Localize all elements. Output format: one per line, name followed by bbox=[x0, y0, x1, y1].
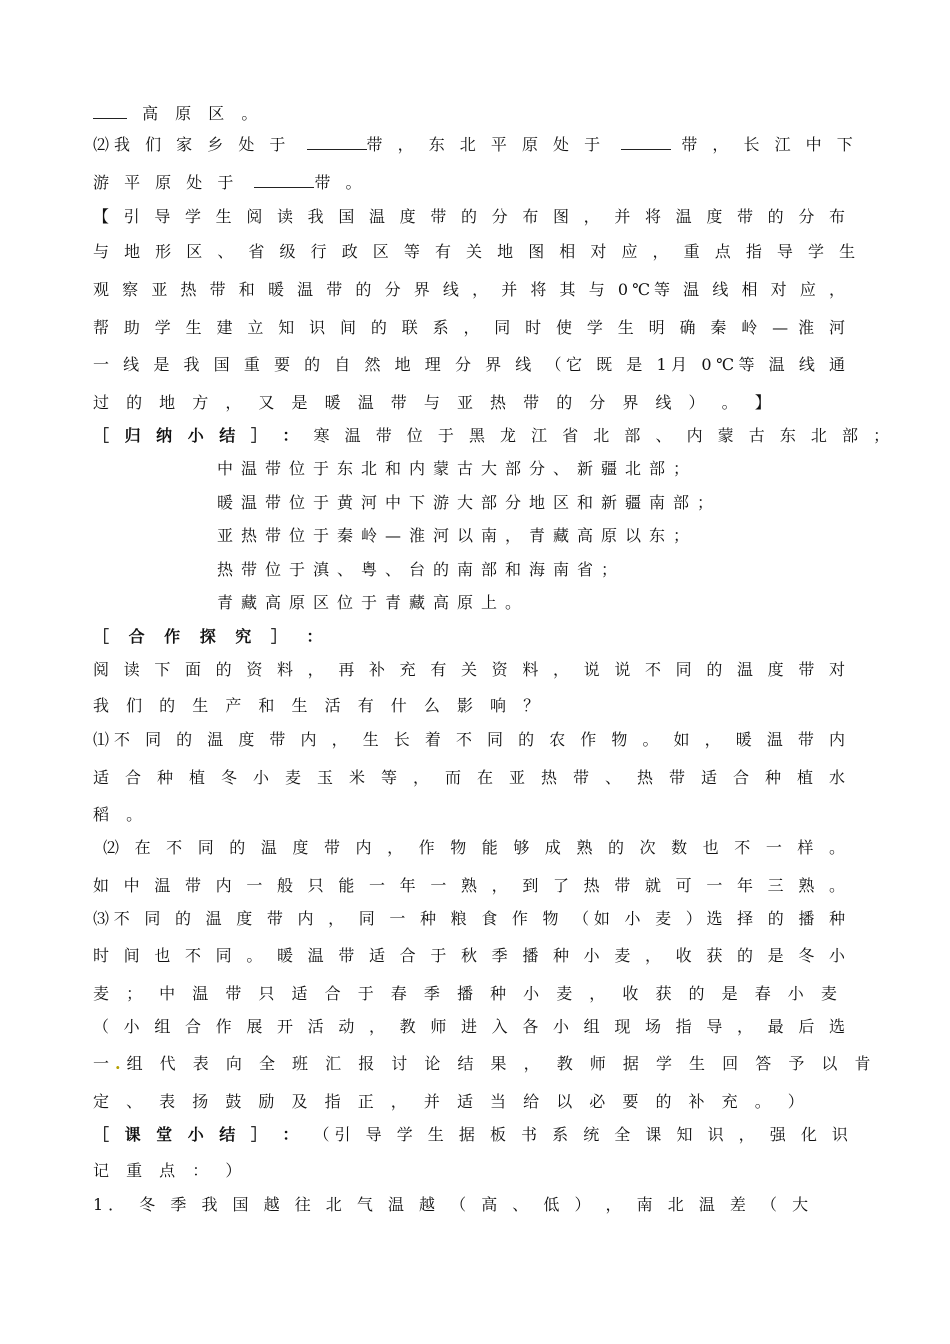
text-line bbox=[93, 104, 263, 124]
text-line: 适 合 种 植 冬 小 麦 玉 米 等 ， 而 在 亚 热 带 、 热 带 适 合 种 植 水 bbox=[93, 768, 845, 787]
answer-blank[interactable] bbox=[307, 135, 367, 150]
line-text: 一 bbox=[93, 1054, 116, 1073]
line-text: ⑵我 们 家 乡 处 于 bbox=[93, 135, 291, 154]
line-text: （引 导 学 生 据 板 书 系 统 全 课 知 识 ， 强 化 识 bbox=[313, 1125, 853, 1144]
text-line: 稻 。 bbox=[93, 805, 149, 824]
section-heading: ［ 合 作 探 究 ］ ： bbox=[93, 627, 330, 646]
question-line: 1． 冬 季 我 国 越 往 北 气 温 越 （ 高 、 低 ） ， 南 北 温 差 （ 大 bbox=[93, 1195, 814, 1214]
summary-item: 热带位于滇、粤、台的南部和海南省； bbox=[217, 560, 626, 579]
text-line: （ 小 组 合 作 展 开 活 动 ， 教 师 进 入 各 小 组 现 场 指 导 ， 最 后 选 bbox=[93, 1017, 845, 1036]
class-summary-line bbox=[93, 1125, 853, 1145]
text-line bbox=[93, 1054, 877, 1074]
guidance-line: 一 线 是 我 国 重 要 的 自 然 地 理 分 界 线 （它 既 是 1月 0℃等 温 线 通 bbox=[93, 355, 845, 374]
guidance-line: 过 的 地 方 ， 又 是 暖 温 带 与 亚 热 带 的 分 界 线 ） 。 】 bbox=[93, 393, 777, 412]
line-text: 带 ， 东 北 平 原 处 于 bbox=[366, 135, 606, 154]
emphasized-text: 重 点 指 导 bbox=[683, 242, 798, 261]
text-line bbox=[93, 173, 367, 193]
answer-blank[interactable] bbox=[93, 104, 127, 119]
text-line: ⑵ 在 不 同 的 温 度 带 内 ， 作 物 能 够 成 熟 的 次 数 也 不 一 样 。 bbox=[103, 838, 845, 857]
text-line: 如 中 温 带 内 一 般 只 能 一 年 一 熟 ， 到 了 热 带 就 可 一 年 三 熟 。 bbox=[93, 876, 845, 895]
text-line: ⑶不 同 的 温 度 带 内 ， 同 一 种 粮 食 作 物 （如 小 麦 ）选 择 的 播 种 bbox=[93, 909, 845, 928]
summary-item: 暖温带位于黄河中下游大部分地区和新疆南部； bbox=[217, 493, 722, 512]
line-text: 高 原 区 。 bbox=[142, 104, 264, 123]
text-line: 麦 ； 中 温 带 只 适 合 于 春 季 播 种 小 麦 ， 收 获 的 是 春 小 麦 bbox=[93, 984, 843, 1003]
text-line: 时 间 也 不 同 。 暖 温 带 适 合 于 秋 季 播 种 小 麦 ， 收 获 的 是 冬 小 bbox=[93, 946, 845, 965]
line-text: 游 平 原 处 于 bbox=[93, 173, 239, 192]
guidance-line: 【 引 导 学 生 阅 读 我 国 温 度 带 的 分 布 图 ， 并 将 温 度 带 的 分 布 bbox=[93, 207, 845, 226]
line-text: 与 地 形 区 、 省 级 行 政 区 等 有 关 地 图 相 对 应 ， bbox=[93, 242, 674, 261]
line-text: 带 。 bbox=[314, 173, 367, 192]
text-line: ⑴不 同 的 温 度 带 内 ， 生 长 着 不 同 的 农 作 物 。 如 ， 暖 温 带 内 bbox=[93, 730, 845, 749]
text-line: 阅 读 下 面 的 资 料 ， 再 补 充 有 关 资 料 ， 说 说 不 同 的 温 度 带 对 bbox=[93, 660, 845, 679]
line-text: 寒 温 带 位 于 黑 龙 江 省 北 部 、 内 蒙 古 东 北 部 ； bbox=[313, 426, 895, 445]
dot-mark: . bbox=[115, 1054, 127, 1073]
line-text: 组 代 表 向 全 班 汇 报 讨 论 结 果 ， 教 师 据 学 生 回 答 予 以 肯 bbox=[126, 1054, 877, 1073]
answer-blank[interactable] bbox=[254, 173, 314, 188]
guidance-line: 帮 助 学 生 建 立 知 识 间 的 联 系 ， 同 时 使 学 生 明 确 秦 岭 — 淮 河 bbox=[93, 318, 845, 337]
text-line: 记 重 点 ： ） bbox=[93, 1161, 248, 1180]
summary-item: 亚热带位于秦岭—淮河以南，青藏高原以东； bbox=[217, 526, 698, 545]
summary-heading-line bbox=[93, 426, 894, 446]
section-heading: ［ 归 纳 小 结 ］ ： bbox=[93, 426, 304, 445]
line-text: 带 ， 长 江 中 下 bbox=[681, 135, 858, 154]
answer-blank[interactable] bbox=[621, 135, 671, 150]
section-heading: ［ 课 堂 小 结 ］ ： bbox=[93, 1125, 304, 1144]
line-text: 学 生 bbox=[808, 242, 861, 261]
guidance-line: 观 察 亚 热 带 和 暖 温 带 的 分 界 线 ， 并 将 其 与 0℃等 温 线 相 对 应 ， bbox=[93, 280, 845, 299]
summary-item: 中温带位于东北和内蒙古大部分、新疆北部； bbox=[217, 459, 698, 478]
guidance-line bbox=[93, 242, 860, 262]
text-line: 定 、 表 扬 鼓 励 及 指 正 ， 并 适 当 给 以 必 要 的 补 充 。 ） bbox=[93, 1092, 810, 1111]
summary-item: 青藏高原区位于青藏高原上。 bbox=[217, 593, 530, 612]
text-line bbox=[93, 135, 858, 155]
text-line: 我 们 的 生 产 和 生 活 有 什 么 影 响 ？ bbox=[93, 696, 546, 715]
